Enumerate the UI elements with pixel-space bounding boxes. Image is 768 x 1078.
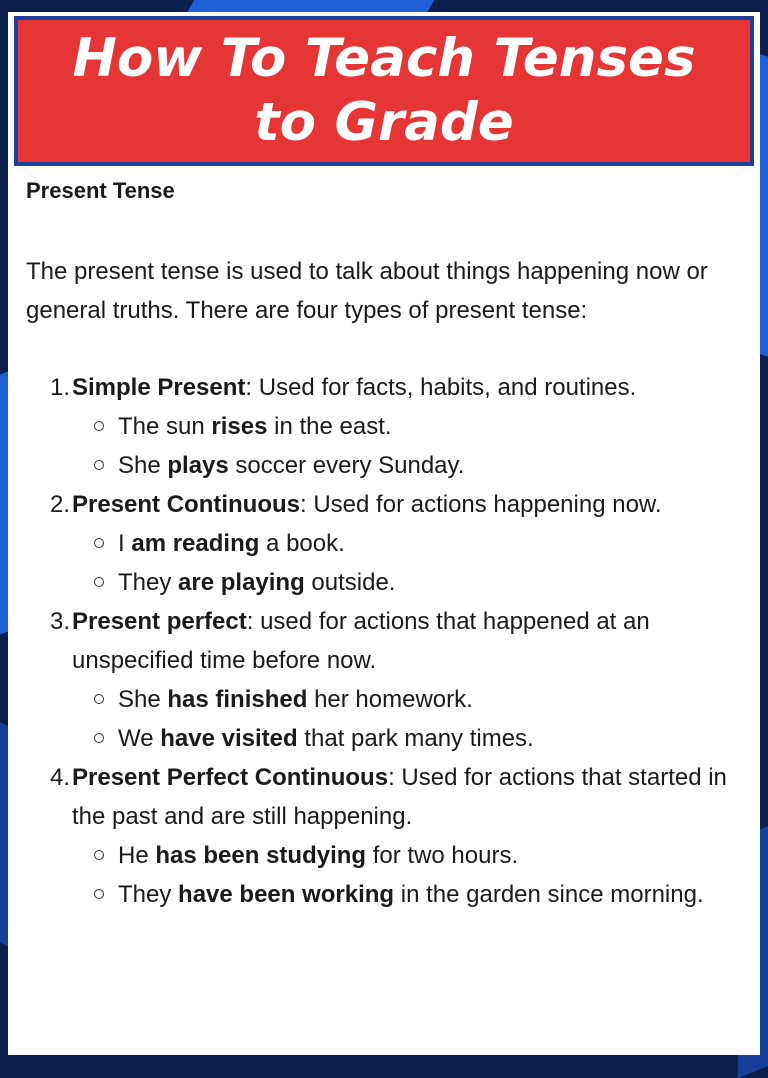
example-verb: are playing [178, 569, 305, 596]
example-list [72, 407, 746, 485]
circle-bullet-icon [94, 577, 104, 587]
intro-paragraph: The present tense is used to talk about things happening now or general truths. There are four types of present tense: [26, 258, 708, 324]
tense-item [26, 602, 746, 758]
tense-name: Simple Present [72, 374, 246, 401]
example-text: He [118, 842, 156, 869]
tense-number: 2. [49, 491, 70, 518]
example-text: that park many times. [297, 725, 534, 752]
section-heading: Present Tense [26, 178, 175, 203]
tense-name: Present perfect [72, 608, 247, 635]
circle-bullet-icon [94, 460, 104, 470]
tense-list [26, 368, 746, 914]
example-text: in the east. [267, 413, 392, 440]
circle-bullet-icon [94, 733, 104, 743]
circle-bullet-icon [94, 850, 104, 860]
example-text: She [118, 452, 168, 479]
example-text: We [118, 725, 161, 752]
example-list [72, 524, 746, 602]
example-verb: plays [167, 452, 229, 479]
example-verb: rises [211, 413, 268, 440]
circle-bullet-icon [94, 694, 104, 704]
tense-description: : used for actions that happened at an unspecified time before now. [72, 608, 650, 674]
tense-description: : Used for actions that started in the past and are still happening. [72, 764, 727, 830]
example-item [72, 875, 746, 914]
example-text: The sun [118, 413, 212, 440]
example-verb: has been studying [155, 842, 367, 869]
tense-number: 1. [49, 374, 70, 401]
example-text: They [118, 569, 179, 596]
title-banner [14, 16, 754, 166]
article-body [26, 176, 746, 914]
example-verb: have visited [160, 725, 298, 752]
example-text: outside. [304, 569, 396, 596]
circle-bullet-icon [94, 889, 104, 899]
example-item [72, 719, 746, 758]
example-list [72, 680, 746, 758]
tense-item [26, 758, 746, 914]
tense-item [26, 368, 746, 485]
tense-name: Present Continuous [72, 491, 301, 518]
tense-description: : Used for facts, habits, and routines. [245, 374, 637, 401]
example-text: for two hours. [366, 842, 519, 869]
example-verb: am reading [131, 530, 260, 557]
example-text: in the garden since morning. [394, 881, 704, 908]
example-list [72, 836, 746, 914]
example-text: a book. [259, 530, 345, 557]
example-text: They [118, 881, 179, 908]
example-item [72, 407, 746, 446]
tense-item [26, 485, 746, 602]
example-verb: have been working [178, 881, 395, 908]
example-text: her homework. [307, 686, 473, 713]
example-item [72, 680, 746, 719]
tense-description: : Used for actions happening now. [300, 491, 662, 518]
circle-bullet-icon [94, 538, 104, 548]
example-text: She [118, 686, 168, 713]
page-title: How To Teach Tenses to Grade [72, 28, 696, 153]
tense-number: 4. [49, 764, 70, 791]
example-item [72, 563, 746, 602]
content-card [8, 12, 760, 1055]
example-verb: has finished [167, 686, 308, 713]
example-item [72, 446, 746, 485]
example-text: soccer every Sunday. [228, 452, 465, 479]
tense-name: Present Perfect Continuous [72, 764, 389, 791]
example-item [72, 836, 746, 875]
tense-number: 3. [49, 608, 70, 635]
example-item [72, 524, 746, 563]
circle-bullet-icon [94, 421, 104, 431]
example-text: I [118, 530, 132, 557]
